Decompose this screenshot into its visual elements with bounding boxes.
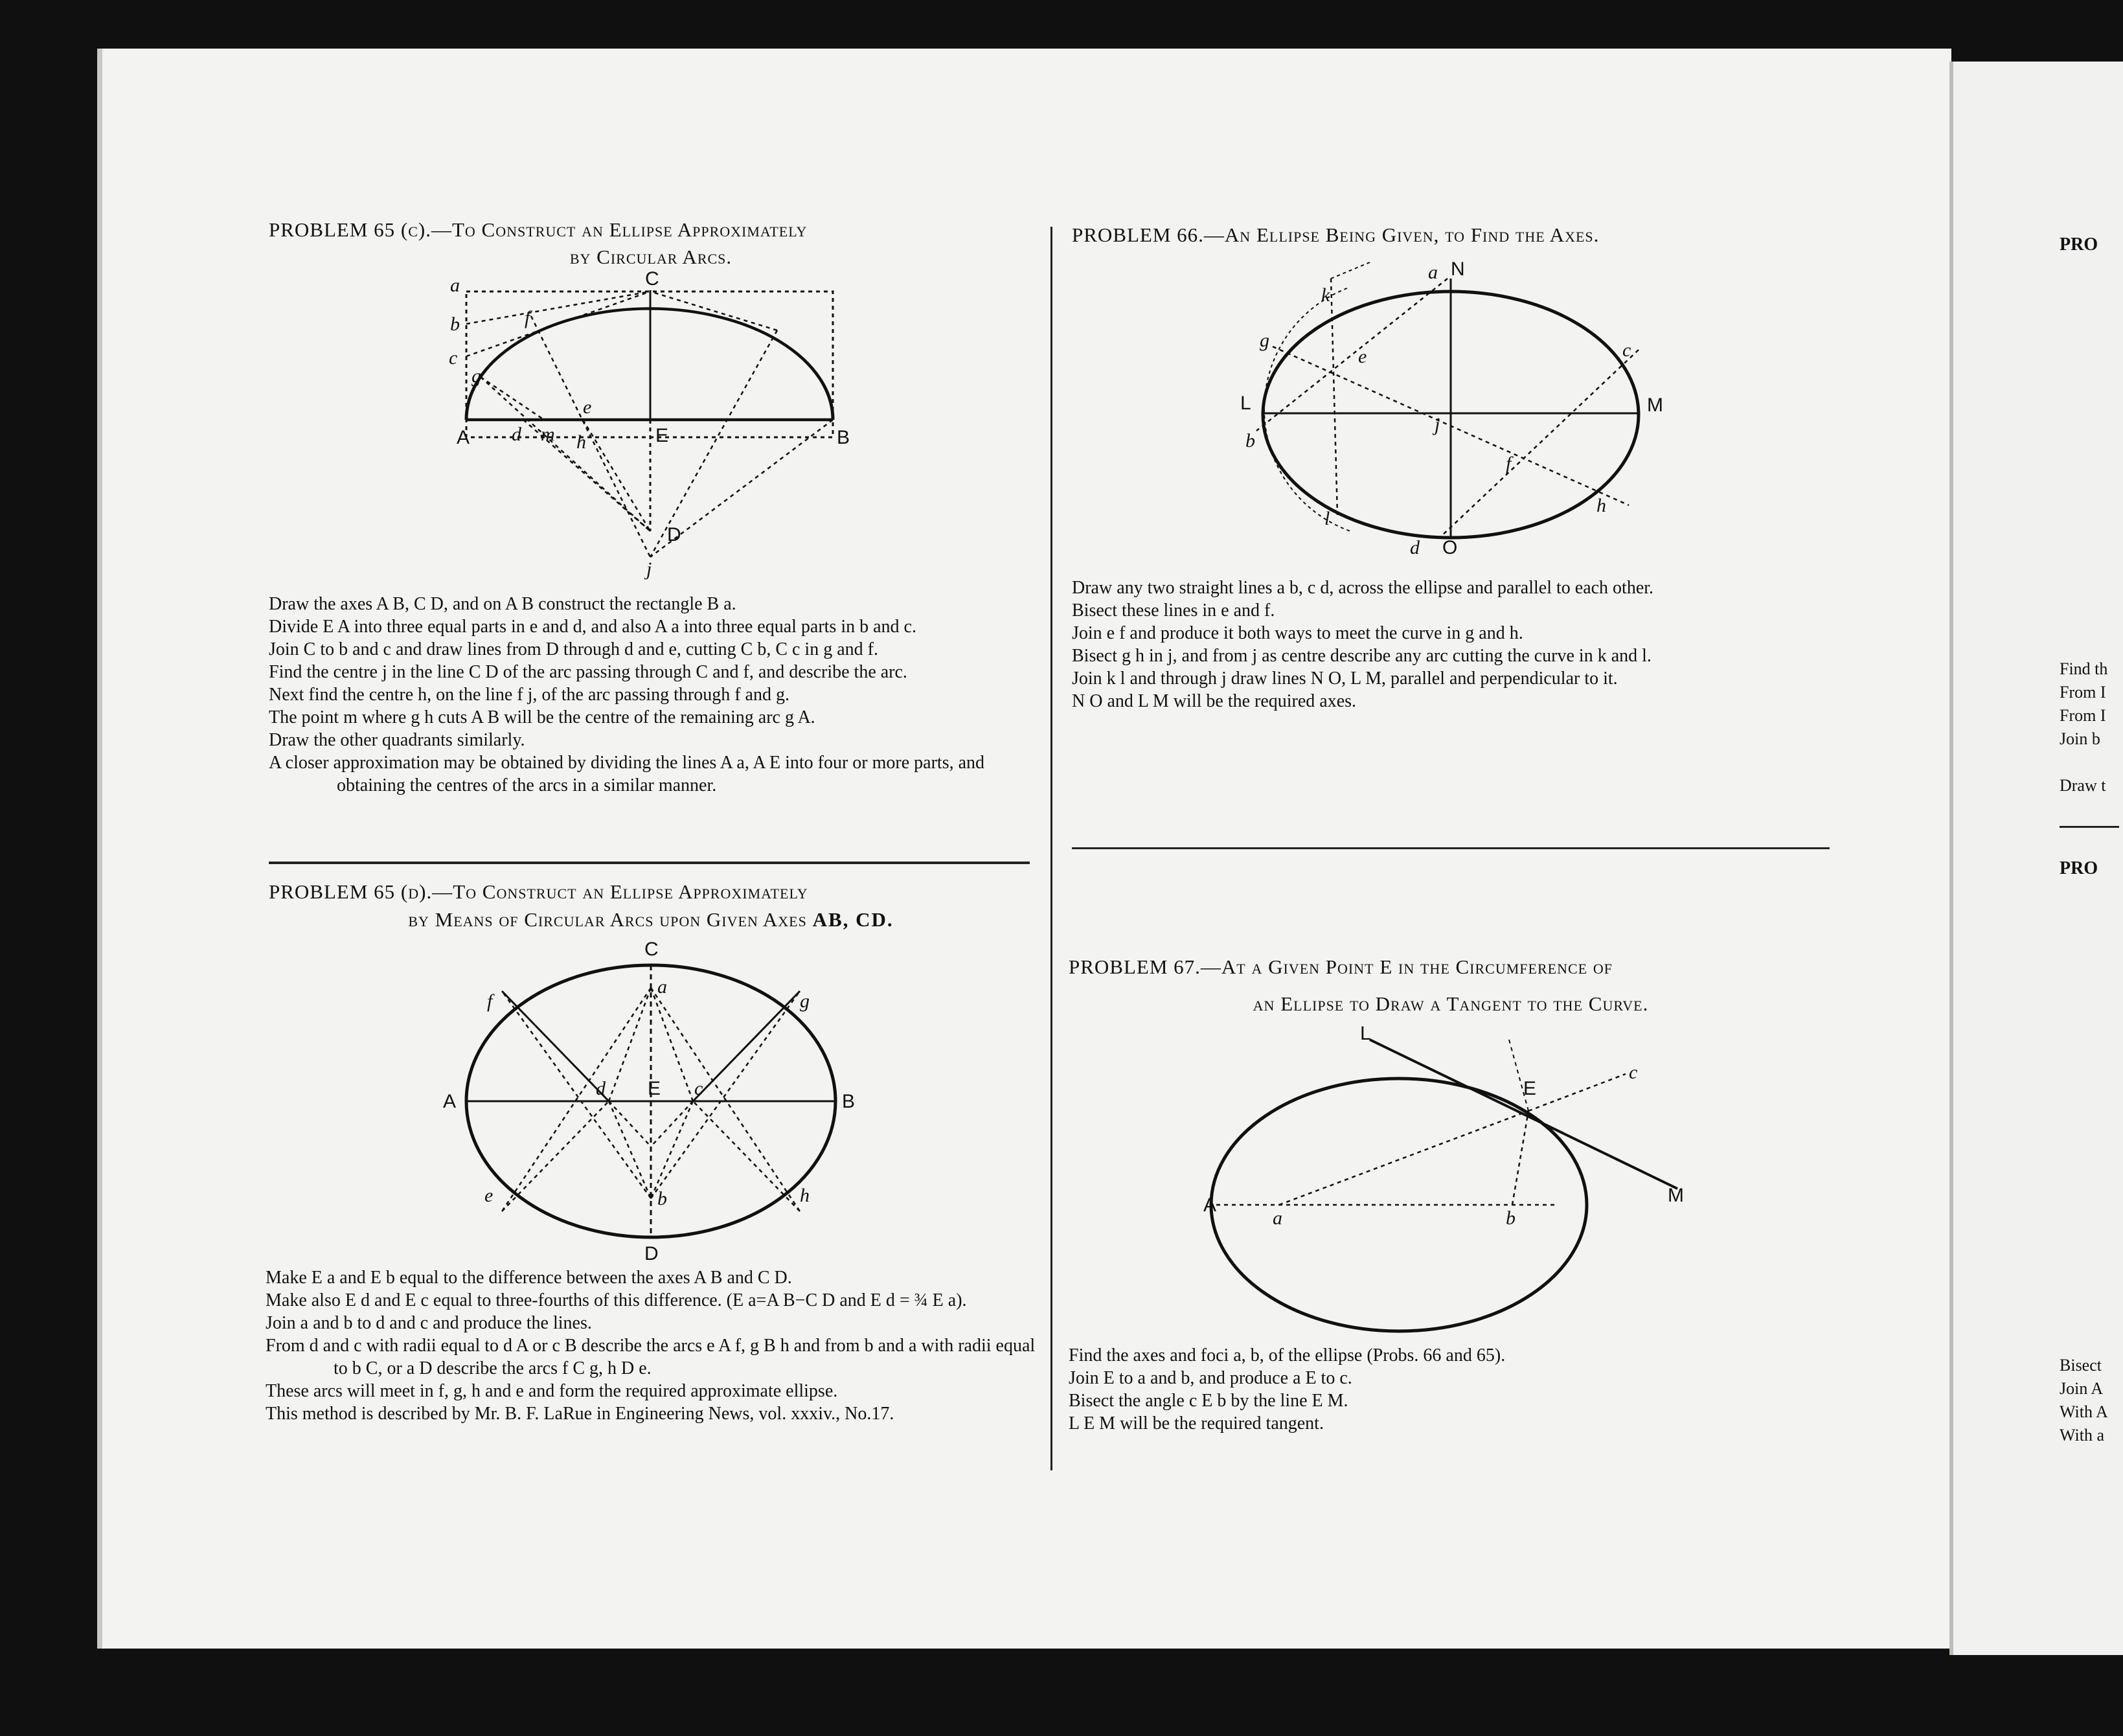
label-g: g	[800, 990, 810, 1012]
problem-67-subtitle	[1069, 988, 1833, 1020]
problem-65c-text	[269, 593, 1039, 797]
right-page-gap	[2060, 751, 2107, 774]
figure-66	[1234, 258, 1663, 570]
label-j: j	[1435, 414, 1440, 435]
text-line: Join k l and through j draw lines N O, L M, parallel and perpendicular to it.	[1072, 668, 1618, 689]
label-f: f	[487, 990, 493, 1012]
right-page-line: From I	[2060, 706, 2106, 725]
text-line: Make also E d and E c equal to three-fourths of this difference. (E a=A B−C D and E d = ¾ E a).	[266, 1290, 967, 1310]
right-page-text-1	[2060, 657, 2107, 797]
figure-65c	[427, 268, 868, 589]
label-j: j	[646, 558, 652, 580]
label-m: m	[541, 424, 555, 445]
label-A: A	[1203, 1194, 1217, 1216]
label-b: b	[657, 1188, 667, 1209]
label-h: h	[1596, 495, 1606, 516]
figure-67	[1205, 1017, 1710, 1341]
text-line: Bisect g h in j, and from j as centre describe any arc cutting the curve in k and l.	[1072, 646, 1652, 666]
label-E: E	[648, 1078, 661, 1099]
right-page-line: Draw t	[2060, 776, 2106, 795]
right-page-line: With a	[2060, 1426, 2104, 1445]
right-page-line: Join b	[2060, 729, 2100, 748]
label-c: c	[694, 1078, 703, 1099]
problem-67-title-line1: PROBLEM 67.—At a Given Point E in the Circumference of	[1069, 955, 1613, 978]
text-line: Join E to a and b, and produce a E to c.	[1069, 1368, 1352, 1388]
problem-65d-title-axes: AB, CD.	[812, 908, 894, 931]
label-D: D	[644, 1243, 659, 1264]
label-C: C	[644, 939, 659, 960]
right-page-text-2	[2060, 1354, 2108, 1447]
label-D: D	[667, 524, 681, 545]
right-page-line: Find th	[2060, 659, 2108, 678]
right-page-line: Join A	[2060, 1379, 2104, 1398]
label-a: a	[450, 275, 460, 296]
right-page-line: Bisect	[2060, 1356, 2102, 1375]
label-L: L	[1360, 1023, 1371, 1044]
label-b: b	[1245, 430, 1255, 451]
problem-67-title	[1069, 951, 1833, 983]
text-line: These arcs will meet in f, g, h and e and form the required approximate ellipse.	[266, 1381, 838, 1401]
label-c: c	[1629, 1062, 1638, 1083]
problem-65c-title-line2: by Circular Arcs.	[569, 246, 732, 268]
label-h: h	[800, 1185, 810, 1206]
label-e: e	[583, 396, 592, 418]
text-line: L E M will be the required tangent.	[1069, 1413, 1324, 1433]
column-divider	[1050, 227, 1052, 1470]
text-line: Draw any two straight lines a b, c d, across the ellipse and parallel to each other.	[1072, 578, 1654, 598]
label-A: A	[443, 1091, 457, 1112]
text-line: Join a and b to d and c and produce the lines.	[266, 1313, 592, 1333]
right-page-heading-1: PRO	[2060, 234, 2098, 255]
label-B: B	[842, 1091, 856, 1112]
problem-67-text	[1069, 1344, 1839, 1435]
text-line: Draw the other quadrants similarly.	[269, 730, 525, 750]
problem-67-title-line2: an Ellipse to Draw a Tangent to the Curve.	[1253, 992, 1649, 1015]
label-b: b	[1506, 1207, 1516, 1229]
label-L: L	[1240, 393, 1251, 414]
label-e: e	[484, 1185, 494, 1206]
text-line: The point m where g h cuts A B will be the centre of the remaining arc g A.	[269, 707, 815, 727]
problem-66-title	[1072, 219, 1836, 251]
problem-66-text	[1072, 577, 1843, 713]
label-M: M	[1647, 394, 1663, 416]
section-rule-right-page	[2060, 826, 2119, 828]
text-line: From d and c with radii equal to d A or c B describe the arcs e A f, g B h and from b and a with radii equal to b C, or a D describe the arcs f C g, h D e.	[266, 1336, 1036, 1378]
label-e: e	[1358, 346, 1367, 367]
label-a: a	[1428, 262, 1438, 283]
problem-65d-text	[266, 1266, 1043, 1425]
problem-65d-title-line1: PROBLEM 65 (d).—To Construct an Ellipse Approximately	[269, 880, 808, 903]
text-line: Bisect these lines in e and f.	[1072, 600, 1275, 621]
text-line: Divide E A into three equal parts in e and d, and also A a into three equal parts in b and c.	[269, 617, 916, 637]
label-d: d	[596, 1078, 606, 1099]
label-A: A	[457, 427, 470, 448]
text-line: Join C to b and c and draw lines from D through d and e, cutting C b, C c in g and f.	[269, 639, 878, 659]
label-E: E	[1523, 1078, 1537, 1099]
text-line: Make E a and E b equal to the difference between the axes A B and C D.	[266, 1268, 792, 1288]
text-line: A closer approximation may be obtained by dividing the lines A a, A E into four or more parts, and obtaining the centres of the arcs in a similar manner.	[269, 753, 985, 795]
label-b: b	[450, 314, 460, 335]
label-c: c	[1622, 339, 1631, 361]
label-k: k	[1321, 284, 1330, 306]
section-rule-left	[269, 862, 1030, 864]
text-line: Next find the centre h, on the line f j, of the arc passing through f and g.	[269, 685, 789, 705]
text-line: Bisect the angle c E b by the line E M.	[1069, 1391, 1348, 1411]
text-line: N O and L M will be the required axes.	[1072, 691, 1357, 711]
label-f: f	[1506, 453, 1512, 474]
label-O: O	[1442, 537, 1458, 558]
section-rule-right	[1072, 847, 1830, 849]
label-f: f	[525, 307, 530, 328]
text-line: Join e f and produce it both ways to meet the curve in g and h.	[1072, 623, 1523, 643]
label-h: h	[576, 431, 586, 453]
label-c: c	[449, 347, 458, 369]
problem-65c-title-line1: PROBLEM 65 (c).—To Construct an Ellipse Approximately	[269, 218, 808, 241]
label-B: B	[837, 427, 850, 448]
text-line: Draw the axes A B, C D, and on A B construct the rectangle B a.	[269, 594, 736, 614]
label-a: a	[1273, 1207, 1282, 1229]
label-l: l	[1324, 508, 1330, 529]
label-g: g	[1260, 330, 1269, 351]
problem-65d-subtitle	[269, 904, 1033, 936]
problem-65d-title-line2: by Means of Circular Arcs upon Given Axes	[408, 908, 807, 931]
figure-65d	[434, 936, 874, 1266]
label-a: a	[657, 976, 667, 998]
right-page-heading-2: PRO	[2060, 858, 2098, 878]
label-M: M	[1668, 1185, 1684, 1206]
label-E: E	[655, 425, 669, 446]
text-line: Find the centre j in the line C D of the arc passing through C and f, and describe the arc.	[269, 662, 907, 682]
text-line: This method is described by Mr. B. F. LaRue in Engineering News, vol. xxxiv., No.17.	[266, 1404, 894, 1424]
label-d: d	[512, 424, 521, 445]
problem-66-title-text: PROBLEM 66.—An Ellipse Being Given, to Find the Axes.	[1072, 223, 1600, 246]
label-g: g	[471, 365, 481, 387]
label-C: C	[645, 268, 659, 290]
right-page-line: From I	[2060, 683, 2106, 702]
label-N: N	[1451, 258, 1465, 280]
text-line: Find the axes and foci a, b, of the ellipse (Probs. 66 and 65).	[1069, 1345, 1506, 1365]
label-d: d	[1410, 537, 1420, 558]
right-page-line: With A	[2060, 1402, 2108, 1421]
